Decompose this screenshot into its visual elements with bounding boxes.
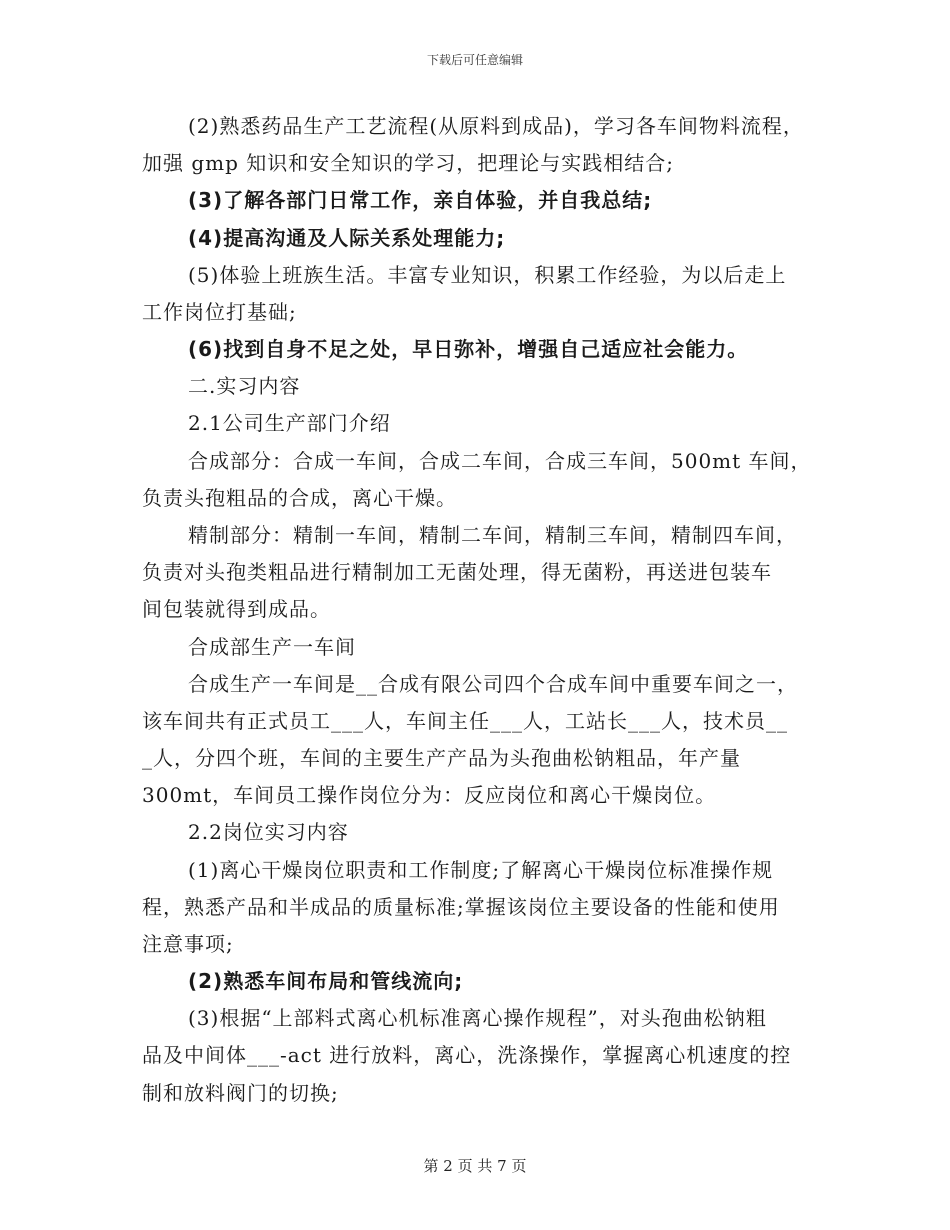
text-line: (2)熟悉车间布局和管线流向; [188,969,464,993]
text-line: 制和放料阀门的切换; [142,1081,339,1105]
text-line: (1)离心干燥岗位职责和工作制度;了解离心干燥岗位标准操作规 [188,858,774,882]
text-line: 合成生产一车间是__合成有限公司四个合成车间中重要车间之一， [188,672,798,696]
text-line: 精制部分：精制一车间，精制二车间，精制三车间，精制四车间， [188,523,797,547]
text-line: _人，分四个班，车间的主要生产产品为头孢曲松钠粗品，年产量 [142,746,741,770]
text-line: 300mt，车间员工操作岗位分为：反应岗位和离心干燥岗位。 [142,783,717,807]
text-line: 工作岗位打基础; [142,300,297,324]
text-line: (6)找到自身不足之处，早日弥补，增强自己适应社会能力。 [188,337,749,361]
text-line: (3)了解各部门日常工作，亲自体验，并自我总结; [188,188,653,212]
text-line: 负责对头孢类粗品进行精制加工无菌处理，得无菌粉，再送进包装车 [142,560,772,584]
text-line: 合成部分：合成一车间，合成二车间，合成三车间，500mt 车间， [188,449,812,473]
subsection-heading: 2.2岗位实习内容 [188,820,349,844]
text-line: 注意事项; [142,932,234,956]
section-heading: 二.实习内容 [188,374,301,398]
text-line: 间包装就得到成品。 [142,597,331,621]
text-line: (5)体验上班族生活。丰富专业知识，积累工作经验，为以后走上 [188,263,787,287]
page-footer: 第 2 页 共 7 页 [423,1157,527,1175]
text-line: 该车间共有正式员工___人，车间主任___人，工站长___人，技术员__ [142,709,788,733]
text-line: 程，熟悉产品和半成品的质量标准;掌握该岗位主要设备的性能和使用 [142,895,780,919]
page-header: 下载后可任意编辑 [426,53,523,67]
text-line: 合成部生产一车间 [188,635,356,659]
subsection-heading: 2.1公司生产部门介绍 [188,411,391,435]
text-line: 负责头孢粗品的合成，离心干燥。 [142,486,457,510]
text-line: (2)熟悉药品生产工艺流程(从原料到成品)，学习各车间物料流程， [188,114,804,138]
text-line: (4)提高沟通及人际关系处理能力; [188,226,506,250]
text-line: 品及中间体___-act 进行放料，离心，洗涤操作，掌握离心机速度的控 [142,1043,792,1067]
text-line: 加强 gmp 知识和安全知识的学习，把理论与实践相结合; [142,151,675,175]
text-line: (3)根据“上部料式离心机标准离心操作规程”，对头孢曲松钠粗 [188,1006,767,1030]
